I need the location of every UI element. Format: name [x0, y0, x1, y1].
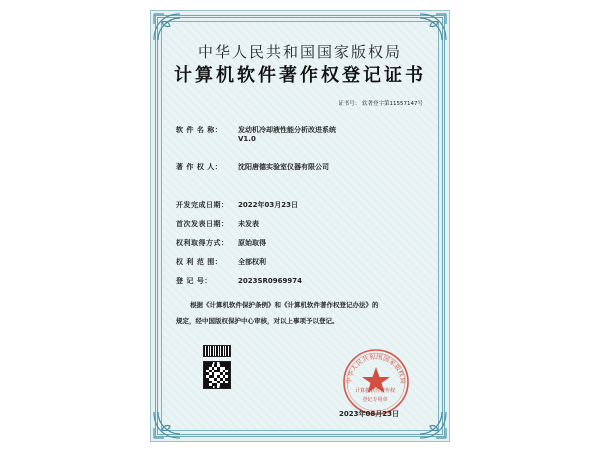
certificate: [150, 10, 450, 442]
first-publish-label: 首次发表日期：: [176, 220, 229, 228]
seal-center-line-2: 登记专用章: [362, 397, 388, 403]
acquisition-label: 权利取得方式：: [176, 239, 229, 247]
issue-date: 2023年08月23日: [339, 410, 399, 418]
acquisition-value: 原始取得: [238, 239, 266, 247]
completion-date-value: 2022年03月23日: [238, 201, 298, 209]
corner-ornament-icon: [152, 410, 182, 440]
registration-number-value: 2023SR0969974: [238, 277, 303, 285]
qr-code-icon: [203, 361, 231, 389]
owner-label: 著 作 权 人：: [176, 163, 223, 171]
seal-center-line-1: 计算机软件著作权: [354, 388, 395, 394]
first-publish-value: 未发表: [238, 220, 259, 228]
software-name-row: [176, 125, 336, 135]
barcode-icon: [203, 345, 231, 357]
scope-row: [176, 257, 266, 267]
certificate-number: 证书号： 软著登字第11557147号: [338, 101, 423, 107]
software-name-value: 发动机冷却液性能分析改进系统: [238, 126, 336, 134]
statement-line-1: 根据《计算机软件保护条例》和《计算机软件著作权登记办法》的: [190, 301, 379, 309]
completion-date-label: 开发完成日期：: [176, 201, 229, 209]
issuing-authority: 中华人民共和国国家版权局: [197, 43, 402, 61]
registration-number-label: 登 记 号：: [176, 277, 212, 285]
scope-value: 全部权利: [238, 258, 266, 266]
seal-ring-text: 中华人民共和国国家版权局: [344, 352, 408, 385]
corner-ornament-icon: [418, 12, 448, 42]
corner-ornament-icon: [152, 12, 182, 42]
official-seal-icon: [341, 347, 411, 417]
acquisition-row: [176, 238, 266, 248]
certificate-title: 计算机软件著作权登记证书: [174, 65, 426, 86]
owner-row: [176, 162, 329, 172]
statement-line-2: 规定，经中国版权保护中心审核，对以上事项予以登记。: [176, 317, 339, 325]
completion-date-row: [176, 200, 298, 210]
software-version: V1.0: [238, 135, 256, 143]
scope-label: 权 利 范 围：: [176, 258, 223, 266]
owner-value: 沈阳唐德实验室仪器有限公司: [238, 163, 329, 171]
software-name-label: 软 件 名 称：: [176, 126, 223, 134]
registration-number-row: [176, 276, 302, 286]
corner-ornament-icon: [418, 410, 448, 440]
first-publish-row: [176, 219, 259, 229]
